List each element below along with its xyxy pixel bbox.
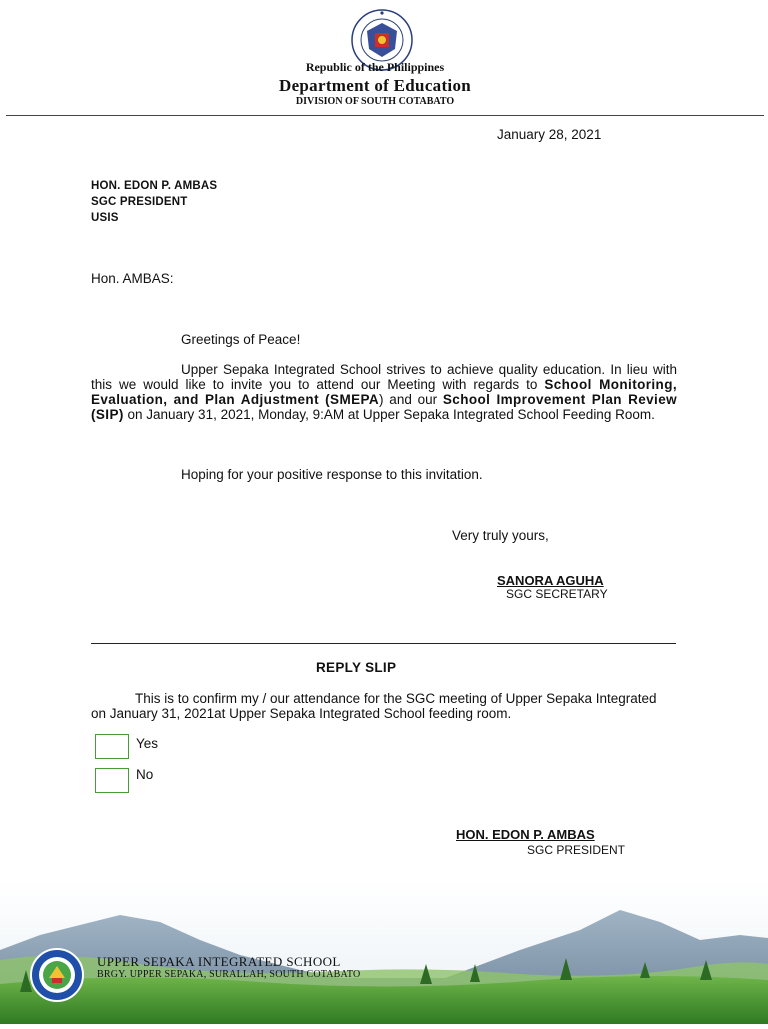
confirm-text: This is to confirm my / our attendance for the SGC meeting of Upper Sepaka Integrated on January 31, 2021at Upper Sepaka Integrated School feeding room. [91, 691, 657, 721]
reply-slip-title: REPLY SLIP [316, 660, 397, 675]
sip-title: School Improvement Plan Review (SIP) [91, 392, 677, 422]
salutation: Hon. AMBAS: [91, 271, 174, 286]
greeting: Greetings of Peace! [181, 332, 301, 347]
closing-request: Hoping for your positive response to this invitation. [181, 467, 483, 482]
yes-label: Yes [136, 736, 159, 751]
school-name: UPPER SEPAKA INTEGRATED SCHOOL [97, 954, 341, 969]
school-address: BRGY. UPPER SEPAKA, SURALLAH, SOUTH COTABATO [97, 969, 361, 980]
yes-checkbox[interactable] [95, 734, 129, 759]
smepa-title: School Monitoring, Evaluation, and Plan Adjustment (SMEPA [91, 377, 677, 407]
no-checkbox[interactable] [95, 768, 129, 793]
secretary-name: SANORA AGUHA [497, 573, 604, 588]
division-line: DIVISION OF SOUTH COTABATO [295, 96, 455, 107]
closing: Very truly yours, [452, 528, 549, 543]
president-title: SGC PRESIDENT [527, 843, 626, 857]
paragraph-text-2: ) and our [379, 392, 443, 407]
president-name: HON. EDON P. AMBAS [456, 827, 595, 842]
footer-landscape [0, 880, 768, 1024]
paragraph-text-3: on January 31, 2021, Monday, 9:AM at Upper Sepaka Integrated School Feeding Room. [123, 407, 655, 422]
republic-line: Republic of the Philippines [305, 60, 445, 74]
invitation-paragraph [91, 362, 677, 422]
no-label: No [136, 767, 154, 782]
department-title: Department of Education [279, 76, 471, 95]
recipient-name: HON. EDON P. AMBAS [91, 180, 218, 192]
recipient-org: USIS [91, 212, 119, 224]
paragraph-text-1: Upper Sepaka Integrated School strives to achieve quality education. In lieu with this we would like to invite you to attend our Meeting with regards to [91, 362, 677, 392]
letter-date: January 28, 2021 [497, 127, 602, 142]
cut-line [91, 643, 676, 644]
header-divider [6, 115, 764, 116]
secretary-title: SGC SECRETARY [506, 587, 608, 601]
school-logo [30, 948, 84, 1002]
recipient-title: SGC PRESIDENT [91, 196, 188, 208]
